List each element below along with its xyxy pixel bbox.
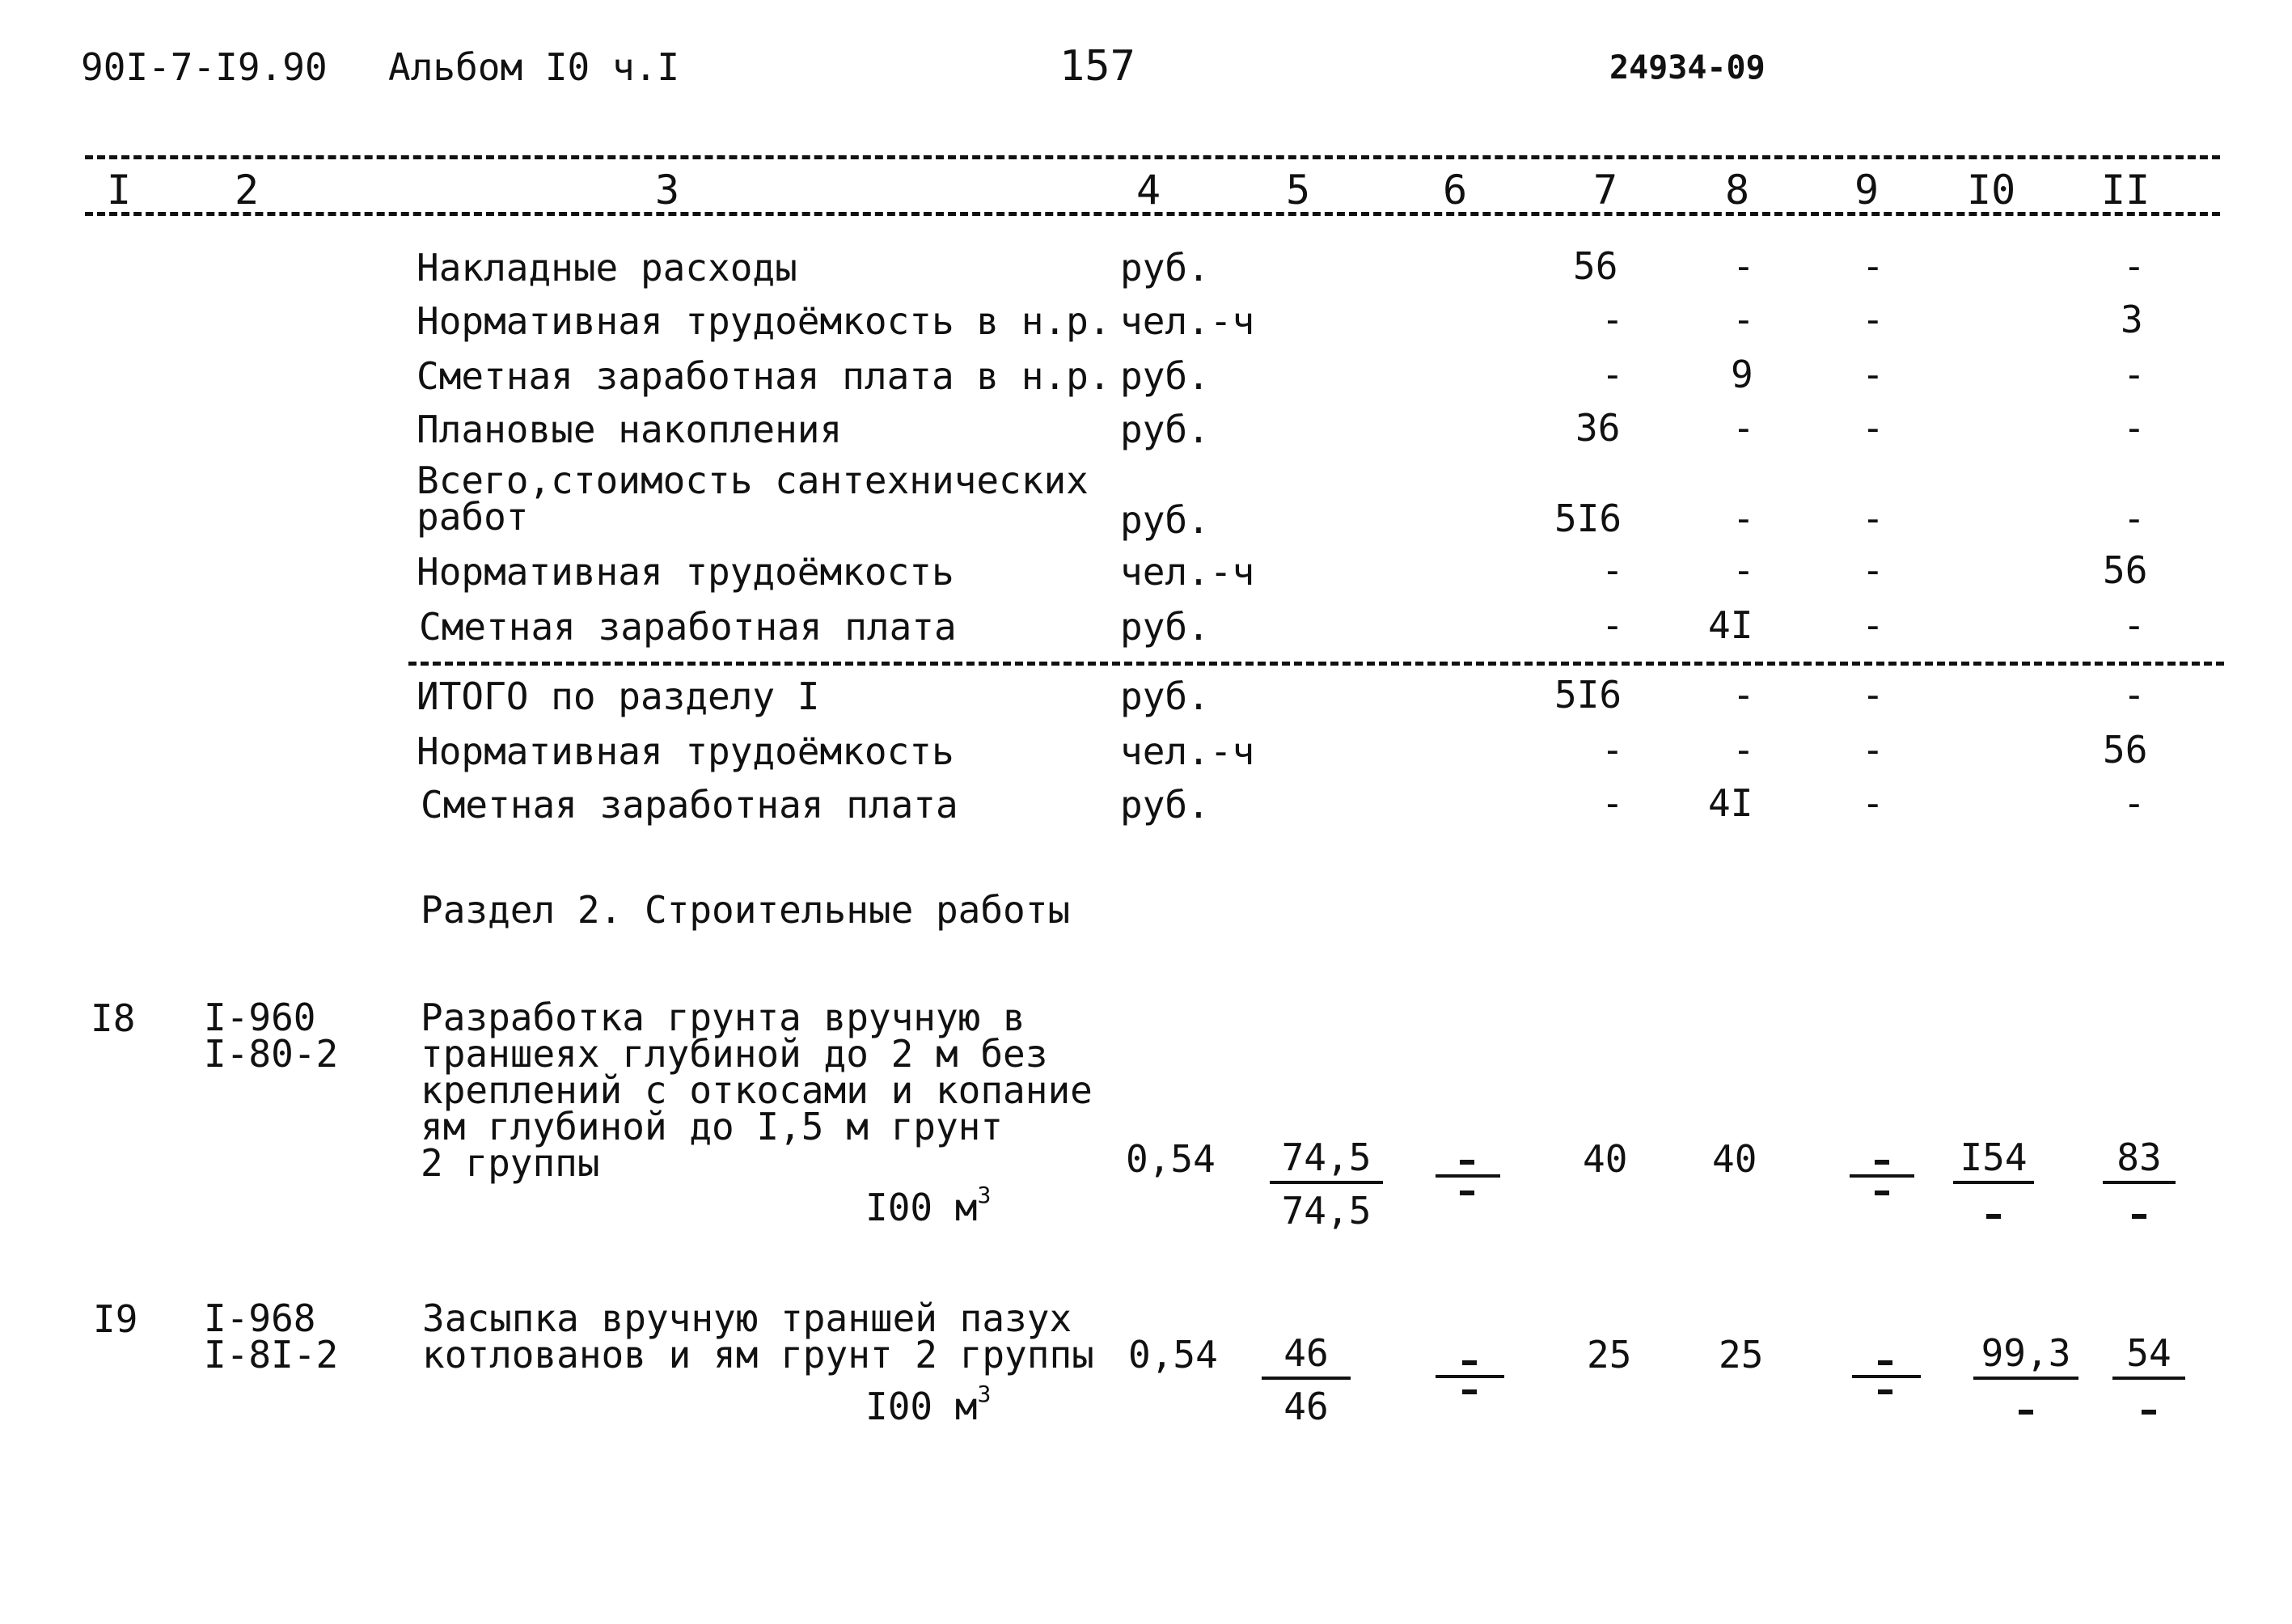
total-row-unit: чел.-ч xyxy=(1120,730,1255,773)
total-row-c9: - xyxy=(1862,781,1884,825)
item-c9-top-dash xyxy=(1875,1160,1889,1165)
summary-row-c8: - xyxy=(1732,298,1755,341)
item-c7: 25 xyxy=(1587,1333,1632,1377)
column-number: 6 xyxy=(1443,167,1468,214)
item-c5-bottom: 74,5 xyxy=(1281,1189,1372,1233)
column-number: I0 xyxy=(1967,167,2016,214)
item-quantity: 0,54 xyxy=(1126,1137,1216,1181)
column-number: I xyxy=(107,167,132,214)
summary-row-c8: 9 xyxy=(1731,353,1753,396)
item-c10-bottom-dash xyxy=(1986,1214,2001,1219)
summary-row-c11: - xyxy=(2123,497,2146,540)
summary-row-label: Плановые накопления xyxy=(417,408,843,451)
summary-row-c11: 56 xyxy=(2103,548,2148,592)
total-row-unit: руб. xyxy=(1120,783,1210,827)
summary-row-c11: 3 xyxy=(2121,298,2143,341)
summary-row-label: Нормативная трудоёмкость в н.р. xyxy=(417,299,1111,343)
total-row-c7: 5I6 xyxy=(1554,673,1622,717)
item-c6-bar xyxy=(1436,1174,1500,1178)
column-number: 9 xyxy=(1854,167,1880,214)
item-c11-bottom-dash xyxy=(2132,1214,2146,1219)
summary-row-c7: - xyxy=(1601,548,1624,592)
item-c8: 25 xyxy=(1719,1333,1764,1377)
summary-row-c9: - xyxy=(1862,244,1884,288)
item-c5-fraction xyxy=(1262,1331,1351,1428)
total-row-c7: - xyxy=(1601,728,1624,772)
summary-row-c7: - xyxy=(1601,298,1624,341)
item-c5-top: 46 xyxy=(1262,1334,1351,1380)
total-row-label: ИТОГО по разделу I xyxy=(417,675,820,718)
item-c11-fraction xyxy=(2112,1331,2185,1425)
item-number: I9 xyxy=(93,1297,138,1341)
summary-row-c7: 56 xyxy=(1573,244,1618,288)
column-number: 3 xyxy=(655,167,680,214)
item-c10-top: 99,3 xyxy=(1973,1334,2078,1380)
cubic-superscript: 3 xyxy=(977,1381,992,1407)
item-c6-bottom-dash xyxy=(1460,1191,1474,1195)
total-row-label: Нормативная трудоёмкость xyxy=(417,730,954,773)
item-c6-top-dash xyxy=(1462,1360,1477,1365)
summary-row-unit: руб. xyxy=(1120,354,1210,398)
column-number: 5 xyxy=(1286,167,1311,214)
summary-row-c8: - xyxy=(1732,406,1755,450)
inventory-number: 24934-09 xyxy=(1609,49,1766,87)
summary-row-c9: - xyxy=(1862,406,1884,450)
item-c9-top-dash xyxy=(1878,1360,1892,1365)
summary-row-unit: чел.-ч xyxy=(1120,550,1255,594)
summary-row-c8: - xyxy=(1732,244,1755,288)
summary-row-label: Всего,стоимость сантехнических работ xyxy=(417,459,1089,539)
summary-row-c11: - xyxy=(2123,353,2146,396)
column-number: 8 xyxy=(1725,167,1750,214)
item-c6-bottom-dash xyxy=(1462,1389,1477,1394)
item-code-primary: I-960 xyxy=(204,996,316,1039)
item-description: Засыпка вручную траншей пазух котлованов и ям грунт 2 группы xyxy=(422,1296,1094,1377)
item-quantity: 0,54 xyxy=(1128,1333,1218,1377)
summary-row-c7: 36 xyxy=(1575,406,1621,450)
album-label: Альбом I0 ч.I xyxy=(388,45,680,89)
summary-row-c8: 4I xyxy=(1708,603,1753,647)
item-c8: 40 xyxy=(1712,1137,1757,1181)
column-number: 4 xyxy=(1136,167,1161,214)
item-c10-bottom-dash xyxy=(2019,1410,2033,1415)
item-code-secondary: I-8I-2 xyxy=(204,1333,339,1377)
item-unit xyxy=(865,1381,992,1428)
summary-row-c7: 5I6 xyxy=(1554,497,1622,540)
total-row-c11: 56 xyxy=(2103,728,2148,772)
summary-row-c7: - xyxy=(1601,353,1624,396)
summary-row-c8: - xyxy=(1732,497,1755,540)
summary-row-unit: чел.-ч xyxy=(1120,299,1255,343)
totals-rule xyxy=(408,662,2224,666)
summary-row-c11: - xyxy=(2123,244,2146,288)
item-c5-fraction xyxy=(1270,1136,1383,1233)
summary-row-unit: руб. xyxy=(1120,605,1210,649)
summary-row-unit: руб. xyxy=(1120,408,1210,451)
header-top-rule xyxy=(85,155,2220,159)
summary-row-c9: - xyxy=(1862,548,1884,592)
item-unit-text: I00 м xyxy=(865,1186,978,1229)
item-c9-bottom-dash xyxy=(1875,1191,1889,1195)
doc-code: 90I-7-I9.90 xyxy=(81,45,328,89)
item-description: Разработка грунта вручную в траншеях глубиной до 2 м без креплений с откосами и копание ям глубиной до I,5 м грунт 2 группы xyxy=(421,996,1093,1185)
total-row-c11: - xyxy=(2123,781,2146,825)
total-row-c8: - xyxy=(1732,728,1755,772)
item-c7: 40 xyxy=(1583,1137,1628,1181)
summary-row-label: Накладные расходы xyxy=(417,246,797,290)
column-number: II xyxy=(2101,167,2150,214)
item-c5-top: 74,5 xyxy=(1270,1139,1383,1184)
summary-row-c9: - xyxy=(1862,353,1884,396)
item-codes xyxy=(204,996,339,1076)
item-number: I8 xyxy=(91,996,136,1040)
item-c10-top: I54 xyxy=(1953,1139,2034,1184)
total-row-label: Сметная заработная плата xyxy=(421,783,958,827)
item-codes xyxy=(204,1296,339,1377)
total-row-c9: - xyxy=(1862,728,1884,772)
item-unit-text: I00 м xyxy=(865,1385,978,1428)
item-c9-bar xyxy=(1850,1174,1914,1178)
total-row-c11: - xyxy=(2123,673,2146,717)
summary-row-c11: - xyxy=(2123,603,2146,647)
summary-row-c11: - xyxy=(2123,406,2146,450)
item-c6-bar xyxy=(1436,1375,1504,1378)
column-number: 7 xyxy=(1593,167,1618,214)
item-c10-fraction xyxy=(1953,1136,2034,1229)
summary-row-c9: - xyxy=(1862,603,1884,647)
summary-row-unit: руб. xyxy=(1120,498,1210,542)
total-row-c7: - xyxy=(1601,781,1624,825)
page-number: 157 xyxy=(1059,42,1135,91)
cubic-superscript: 3 xyxy=(977,1182,992,1208)
item-unit xyxy=(865,1182,992,1229)
summary-row-c9: - xyxy=(1862,497,1884,540)
total-row-c9: - xyxy=(1862,673,1884,717)
summary-row-label: Нормативная трудоёмкость xyxy=(417,550,954,594)
item-c9-bottom-dash xyxy=(1878,1389,1892,1394)
summary-row-unit: руб. xyxy=(1120,246,1210,290)
total-row-unit: руб. xyxy=(1120,675,1210,718)
item-c9-bar xyxy=(1852,1375,1921,1378)
item-c11-top: 83 xyxy=(2103,1139,2176,1184)
item-c10-fraction xyxy=(1973,1331,2078,1425)
column-number: 2 xyxy=(235,167,260,214)
item-c11-fraction xyxy=(2103,1136,2176,1229)
item-c5-bottom: 46 xyxy=(1283,1385,1329,1428)
summary-row-c9: - xyxy=(1862,298,1884,341)
total-row-c8: - xyxy=(1732,673,1755,717)
item-code-primary: I-968 xyxy=(204,1296,316,1340)
summary-row-label: Сметная заработная плата в н.р. xyxy=(417,354,1111,398)
item-c6-top-dash xyxy=(1460,1160,1474,1165)
summary-row-label: Сметная заработная плата xyxy=(419,605,957,649)
summary-row-c8: - xyxy=(1732,548,1755,592)
item-code-secondary: I-80-2 xyxy=(204,1032,339,1076)
summary-row-c7: - xyxy=(1601,603,1624,647)
total-row-c8: 4I xyxy=(1708,781,1753,825)
item-c11-top: 54 xyxy=(2112,1334,2185,1380)
item-c11-bottom-dash xyxy=(2142,1410,2156,1415)
section-title: Раздел 2. Строительные работы xyxy=(421,888,1071,932)
